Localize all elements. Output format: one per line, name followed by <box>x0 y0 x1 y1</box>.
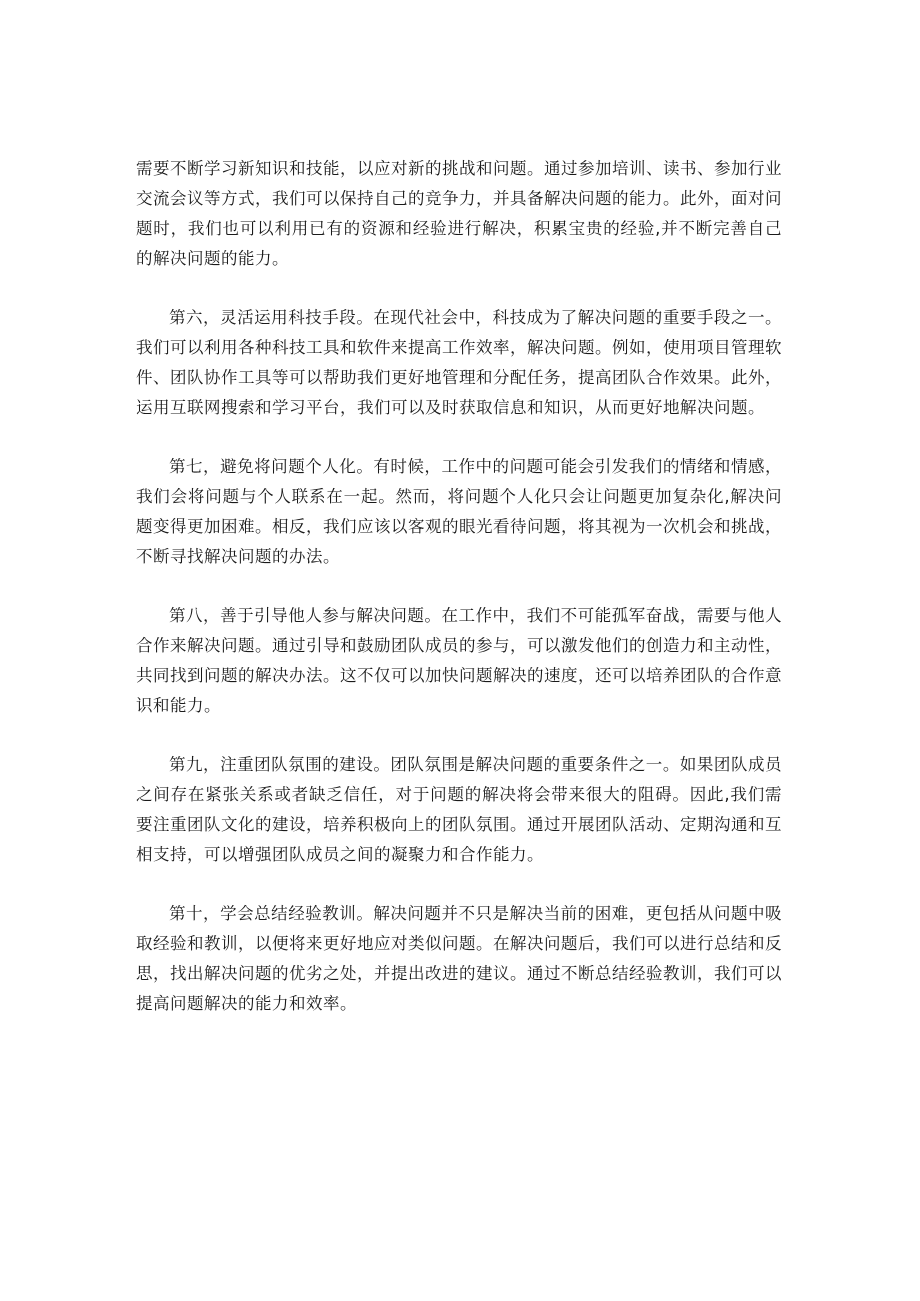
document-body <box>136 154 782 1048</box>
paragraph-tenth: 第十，学会总结经验教训。解决问题并不只是解决当前的困难，更包括从问题中吸取经验和教训，以便将来更好地应对类似问题。在解决问题后，我们可以进行总结和反思，找出解决问题的优劣之处，并提出改进的建议。通过不断总结经验教训，我们可以提高问题解决的能力和效率。 <box>136 904 782 1013</box>
paragraph-eighth: 第八，善于引导他人参与解决问题。在工作中，我们不可能孤军奋战，需要与他人合作来解决问题。通过引导和鼓励团队成员的参与，可以激发他们的创造力和主动性，共同找到问题的解决办法。这不仅可以加快问题解决的速度，还可以培养团队的合作意识和能力。 <box>136 606 782 715</box>
paragraph-seventh: 第七，避免将问题个人化。有时候，工作中的问题可能会引发我们的情绪和情感，我们会将问题与个人联系在一起。然而，将问题个人化只会让问题更加复杂化,解决问题变得更加困难。相反，我们应该以客观的眼光看待问题，将其视为一次机会和挑战，不断寻找解决问题的办法。 <box>136 457 782 566</box>
paragraph-ninth: 第九，注重团队氛围的建设。团队氛围是解决问题的重要条件之一。如果团队成员之间存在紧张关系或者缺乏信任，对于问题的解决将会带来很大的阻碍。因此,我们需要注重团队文化的建设，培养积极向上的团队氛围。通过开展团队活动、定期沟通和互相支持，可以增强团队成员之间的凝聚力和合作能力。 <box>136 755 782 864</box>
paragraph-sixth: 第六，灵活运用科技手段。在现代社会中，科技成为了解决问题的重要手段之一。我们可以利用各种科技工具和软件来提高工作效率，解决问题。例如，使用项目管理软件、团队协作工具等可以帮助我们更好地管理和分配任务，提高团队合作效果。此外，运用互联网搜索和学习平台，我们可以及时获取信息和知识，从而更好地解决问题。 <box>136 308 782 417</box>
paragraph-continuation: 需要不断学习新知识和技能，以应对新的挑战和问题。通过参加培训、读书、参加行业交流会议等方式，我们可以保持自己的竞争力，并具备解决问题的能力。此外，面对问题时，我们也可以利用已有的资源和经验进行解决，积累宝贵的经验,并不断完善自己的解决问题的能力。 <box>136 159 782 268</box>
